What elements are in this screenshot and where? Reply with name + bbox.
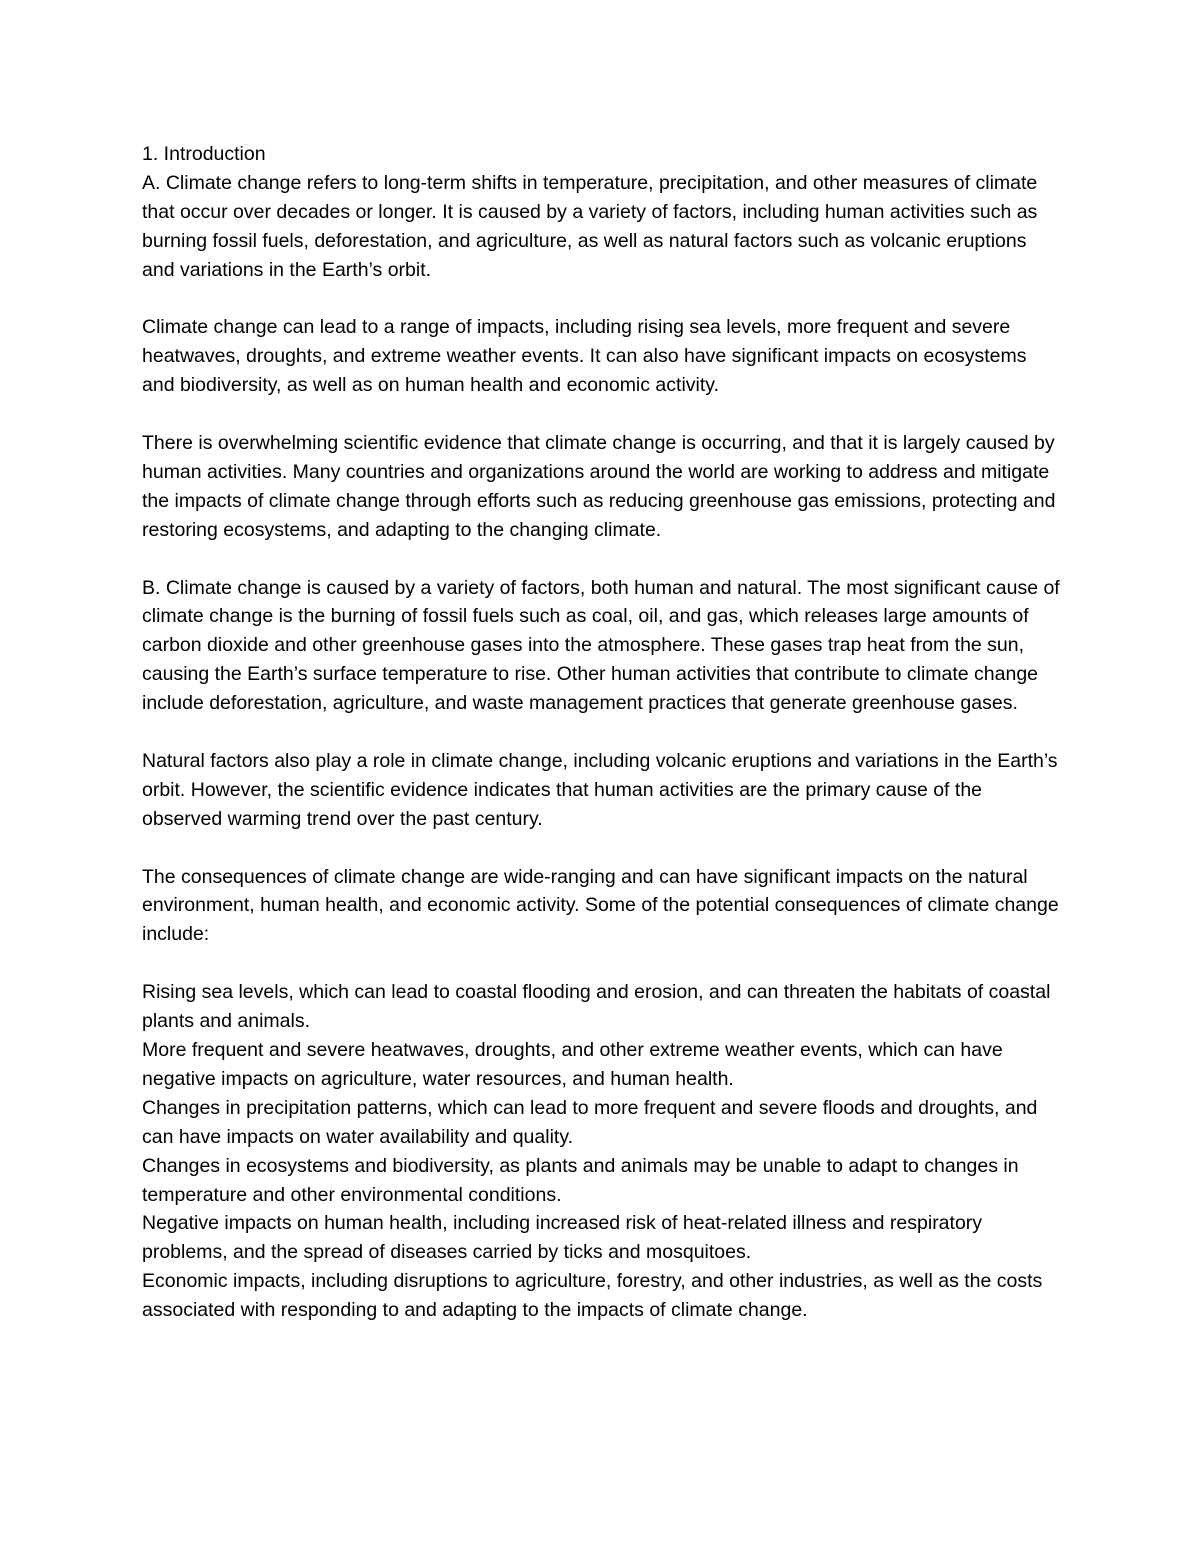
list-item: Changes in ecosystems and biodiversity, as plants and animals may be unable to adapt to changes in temperature and other environmental conditions. — [142, 1154, 1019, 1206]
paragraph-definition: A. Climate change refers to long-term shifts in temperature, precipitation, and other measures of climate that occur over decades or longer. It is caused by a variety of factors, including human activities such as burning fossil fuels, deforestation, and agriculture, as well as natural factors such as volcanic eruptions and variations in the Earth’s orbit. — [142, 171, 1038, 281]
paragraph-consequences-intro: The consequences of climate change are wide-ranging and can have significant impacts on the natural environment, human health, and economic activity. Some of the potential consequences of climate change include: — [142, 865, 1059, 946]
paragraph-natural-factors: Natural factors also play a role in climate change, including volcanic eruptions and variations in the Earth’s orbit. However, the scientific evidence indicates that human activities are the primary cause of the observed warming trend over the past century. — [142, 749, 1058, 830]
list-item: Economic impacts, including disruptions to agriculture, forestry, and other industries, as well as the costs associated with responding to and adapting to the impacts of climate change. — [142, 1270, 1043, 1322]
list-item: Rising sea levels, which can lead to coastal flooding and erosion, and can threaten the habitats of coastal plants and animals. — [142, 981, 1051, 1033]
section-heading: 1. Introduction — [142, 143, 266, 165]
paragraph-impacts: Climate change can lead to a range of impacts, including rising sea levels, more frequent and severe heatwaves, droughts, and extreme weather events. It can also have significant impacts on ecosystems and biodiversity, as well as on human health and economic activity. — [142, 316, 1027, 397]
document-body — [142, 140, 1062, 1325]
paragraph-evidence: There is overwhelming scientific evidence that climate change is occurring, and that it is largely caused by human activities. Many countries and organizations around the world are working to address and mitigate the impacts of climate change through efforts such as reducing greenhouse gas emissions, protecting and restoring ecosystems, and adapting to the changing climate. — [142, 432, 1056, 541]
consequences-list — [142, 978, 1062, 1325]
list-item: Changes in precipitation patterns, which can lead to more frequent and severe floods and droughts, and can have impacts on water availability and quality. — [142, 1096, 1038, 1148]
paragraph-causes: B. Climate change is caused by a variety of factors, both human and natural. The most significant cause of climate change is the burning of fossil fuels such as coal, oil, and gas, which releases large amounts of carbon dioxide and other greenhouse gases into the atmosphere. These gases trap heat from the sun, causing the Earth’s surface temperature to rise. Other human activities that contribute to climate change include deforestation, agriculture, and waste management practices that generate greenhouse gases. — [142, 576, 1060, 715]
list-item: Negative impacts on human health, including increased risk of heat-related illness and respiratory problems, and the spread of diseases carried by ticks and mosquitoes. — [142, 1212, 983, 1264]
list-item: More frequent and severe heatwaves, droughts, and other extreme weather events, which can have negative impacts on agriculture, water resources, and human health. — [142, 1039, 1003, 1090]
